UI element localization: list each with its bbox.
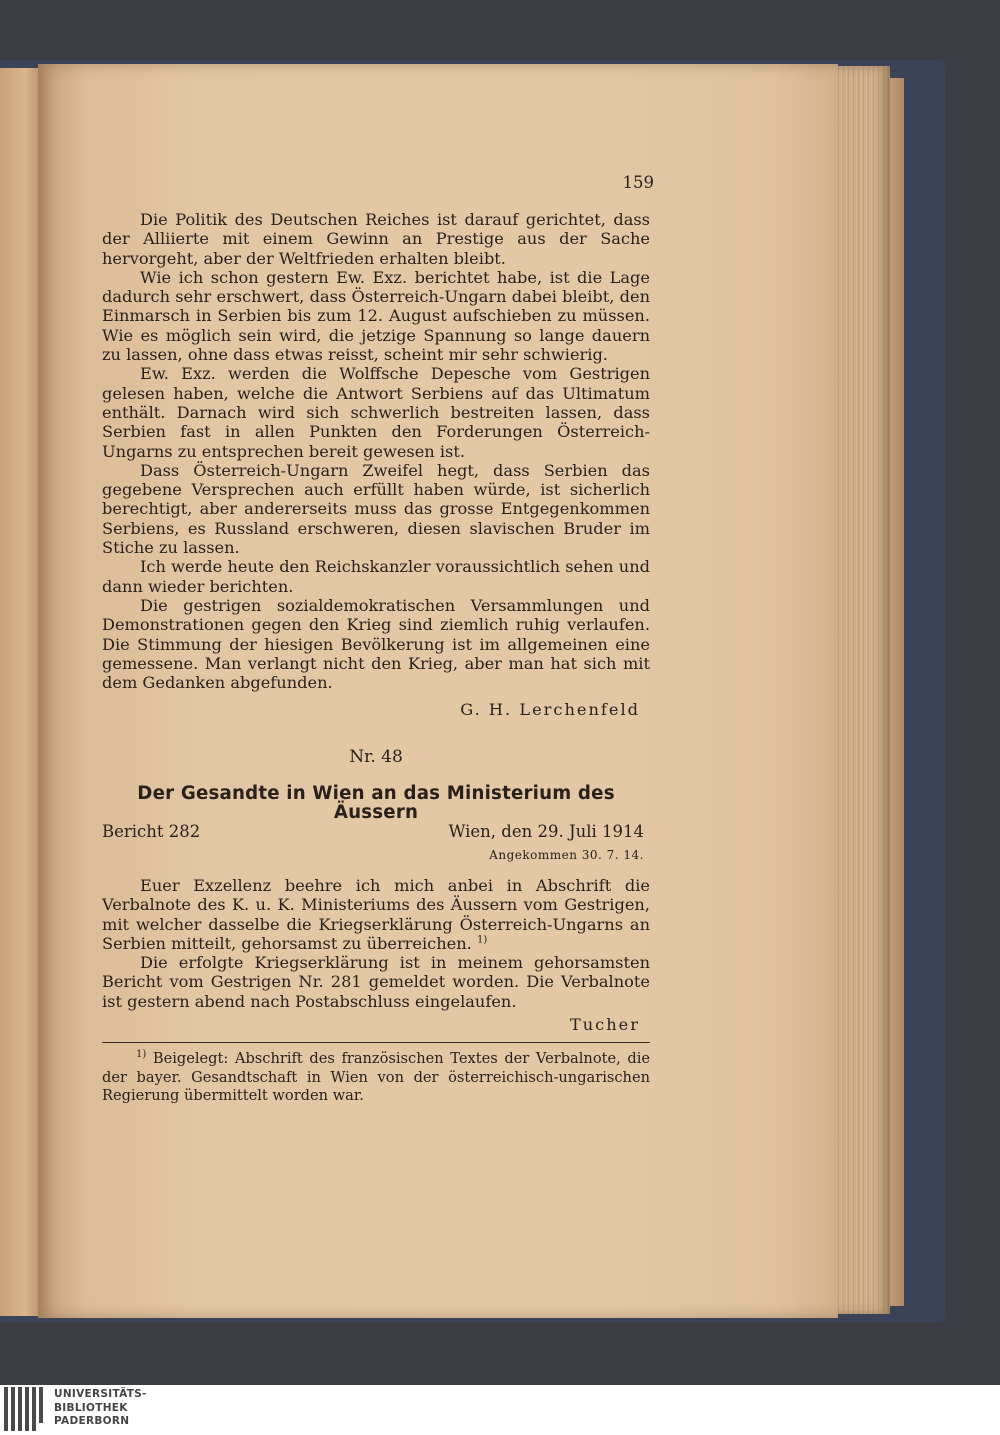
library-logo-icon: [4, 1387, 46, 1431]
footnote-reference: 1): [476, 934, 488, 946]
library-name: [54, 1388, 147, 1429]
place-date: Wien, den 29. Juli 1914: [448, 822, 644, 841]
library-name-line: BIBLIOTHEK: [54, 1401, 128, 1414]
footnote: [102, 1050, 650, 1106]
signature-lerchenfeld: G. H. Lerchenfeld: [460, 700, 640, 720]
paragraph: Dass Österreich-Ungarn Zweifel hegt, dass Serbien das gegebene Versprechen auch erfüllt haben würde, ist sicherlich berechtigt, aber andererseits muss das grosse Entgegenkommen Serbiens, es Russland erschweren, diesen slavischen Bruder im Stiche zu lassen.: [102, 460, 650, 558]
paragraph: Wie ich schon gestern Ew. Exz. berichtet habe, ist die Lage dadurch sehr erschwert, dass Österreich-Ungarn dabei bleibt, den Einmarsch in Serbien bis zum 12. August aufschieben zu müssen. Wie es möglich sein wird, die jetzige Spannung so lange dauern zu lassen, ohne dass etwas reisst, scheint mir sehr schwierig.: [102, 267, 650, 365]
paragraph: [102, 876, 650, 953]
footnote-mark: 1): [136, 1049, 147, 1061]
paragraph-text: Euer Exzellenz beehre ich mich anbei in Abschrift die Verbalnote des K. u. K. Ministeriums des Äussern vom Gestrigen, mit welcher dasselbe die Kriegserklärung Österreich-Ungarns an Serbien mitteilt, gehorsamst zu überreichen.: [102, 876, 650, 953]
paragraph: Die erfolgte Kriegserklärung ist in meinem gehorsamsten Bericht vom Gestrigen Nr. 281 gemeldet worden. Die Verbalnote ist gestern abend nach Postabschluss eingelaufen.: [102, 953, 650, 1011]
library-name-line: PADERBORN: [54, 1415, 130, 1427]
received-note: Angekommen 30. 7. 14.: [489, 848, 644, 862]
left-page-edge: [0, 68, 42, 1316]
document-number: Nr. 48: [349, 747, 403, 767]
signature-tucher: Tucher: [569, 1015, 640, 1035]
report-number: Bericht 282: [102, 822, 201, 841]
library-name-line: UNIVERSITÄTS-: [54, 1388, 147, 1400]
footnote-text: [102, 1050, 650, 1106]
letter-lerchenfeld: [102, 210, 650, 720]
library-footer: [0, 1385, 1000, 1435]
footnote-divider: [102, 1042, 650, 1043]
document-title: Der Gesandte in Wien an das Ministerium des Äussern: [137, 783, 615, 824]
paragraph: Die gestrigen sozialdemokratischen Versammlungen und Demonstrationen gegen den Krieg sind ziemlich ruhig verlaufen. Die Stimmung der hiesigen Bevölkerung ist im allgemeinen eine gemessene. Man verlangt nicht den Krieg, aber man hat sich mit dem Gedanken abgefunden.: [102, 595, 650, 693]
paragraph: Die Politik des Deutschen Reiches ist darauf gerichtet, dass der Alliierte mit einem Gewinn an Prestige aus der Sache hervorgeht, aber der Weltfrieden erhalten bleibt.: [102, 210, 650, 268]
footnote-body: Beigelegt: Abschrift des französischen Textes der Verbalnote, die der bayer. Gesandtschaft in Wien von der österreichisch-ungarischen Regierung übermittelt worden war.: [102, 1050, 650, 1104]
paragraph: Ew. Exz. werden die Wolffsche Depesche vom Gestrigen gelesen haben, welche die Antwort Serbiens auf das Ultimatum enthält. Darnach wird sich schwerlich bestreiten lassen, dass Serbien fast in allen Punkten den Forderungen Österreich-Ungarns zu entsprechen bereit gewesen ist.: [102, 364, 650, 461]
letter-tucher: [102, 876, 650, 1034]
page-number: 159: [622, 173, 654, 192]
paragraph: Ich werde heute den Reichskanzler voraussichtlich sehen und dann wieder berichten.: [102, 557, 650, 596]
